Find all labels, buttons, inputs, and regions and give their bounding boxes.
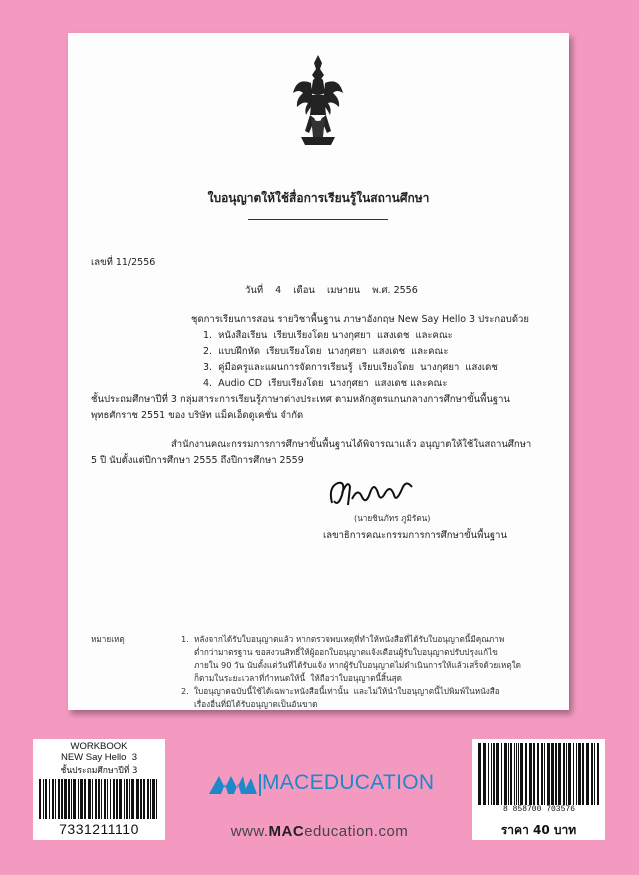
workbook-line: WORKBOOK: [70, 741, 128, 752]
price-label: ราคา 40 บาท: [500, 823, 577, 837]
remark-line: 1. หลังจากได้รับใบอนุญาตแล้ว หากตรวจพบเหตุที่ทำให้หนังสือที่ได้รับใบอนุญาตนี้มีคุณภาพ: [181, 634, 505, 644]
workbook-line: NEW Say Hello 3: [60, 752, 138, 763]
title-underline: [248, 219, 388, 220]
workbook-line: ชั้นประถมศึกษาปีที่ 3: [60, 766, 138, 776]
remark-line: ต่ำกว่ามาตรฐาน ขอสงวนสิทธิ์ให้ผู้ออกใบอนุญาตแจ้งเตือนผู้รับใบอนุญาตปรับปรุงแก้ไข: [181, 647, 498, 657]
website-url: [0, 823, 639, 840]
license-document: [68, 33, 569, 710]
barcode-number: 8 858700 703576: [502, 805, 575, 814]
body-line: พุทธศักราช 2551 ของ บริษัท แม็คเอ็ดดูเคชั่น จำกัด: [91, 410, 304, 421]
approval-line: 5 ปี นับตั้งแต่ปีการศึกษา 2555 ถึงปีการศึกษา 2559: [91, 455, 304, 466]
remark-line: 2. ใบอนุญาตฉบับนี้ใช้ได้เฉพาะหนังสือนี้เท่านั้น และไม่ให้นำใบอนุญาตนี้ไปพิมพ์ในหนังสือ: [181, 686, 500, 696]
list-item: 4. Audio CD เรียบเรียงโดย นางกุศยา แสงเดช และคณะ: [203, 378, 448, 389]
document-title: ใบอนุญาตให้ใช้สื่อการเรียนรู้ในสถานศึกษา: [207, 191, 430, 205]
license-number: เลขที่ 11/2556: [91, 257, 156, 268]
ean-barcode-icon: [478, 743, 599, 805]
list-item: 3. คู่มือครูและแผนการจัดการเรียนรู้ เรียบเรียงโดย นางกุศยา แสงเดช: [203, 362, 498, 373]
remarks-label: หมายเหตุ: [91, 634, 125, 644]
book-code: 7331211110: [59, 821, 139, 837]
url-brand: MAC: [268, 823, 305, 840]
remark-line: ก็ตามในระยะเวลาที่กำหนดให้นี้ ให้ถือว่าใบอนุญาตนี้สิ้นสุด: [181, 673, 402, 683]
url-suffix: education.com: [304, 823, 409, 840]
remark-line: ภายใน 90 วัน นับตั้งแต่วันที่ได้รับแจ้ง หากผู้รับใบอนุญาตไม่ดำเนินการให้แล้วเสร็จด้วยเหตุใด: [181, 660, 521, 670]
list-item: 1. หนังสือเรียน เรียบเรียงโดย นางกุศยา แสงเดช และคณะ: [203, 330, 453, 341]
issue-date: วันที่ 4 เดือน เมษายน พ.ศ. 2556: [245, 285, 418, 296]
garuda-emblem-icon: [291, 53, 345, 149]
signatory-title: เลขาธิการคณะกรรมการการศึกษาขั้นพื้นฐาน: [323, 530, 507, 541]
url-prefix: www.: [230, 823, 269, 840]
signatory-name: (นายชินภัทร ภูมิรัตน): [354, 513, 431, 523]
brand-name: MACEDUCATION: [262, 771, 435, 794]
intro-line: ชุดการเรียนการสอน รายวิชาพื้นฐาน ภาษาอังกฤษ New Say Hello 3 ประกอบด้วย: [191, 314, 529, 325]
body-line: ชั้นประถมศึกษาปีที่ 3 กลุ่มสาระการเรียนรู้ภาษาต่างประเทศ ตามหลักสูตรแกนกลางการศึกษาขั้นพื้นฐาน: [91, 394, 510, 405]
remark-line: เรื่องอื่นที่มิได้รับอนุญาตเป็นอันขาด: [181, 699, 318, 709]
approval-line: สำนักงานคณะกรรมการการศึกษาขั้นพื้นฐานได้พิจารณาแล้ว อนุญาตให้ใช้ในสถานศึกษา: [171, 439, 532, 450]
signature-icon: [324, 473, 424, 515]
isbn-barcode-icon: [39, 779, 159, 819]
list-item: 2. แบบฝึกหัด เรียบเรียงโดย นางกุศยา แสงเดช และคณะ: [203, 346, 449, 357]
